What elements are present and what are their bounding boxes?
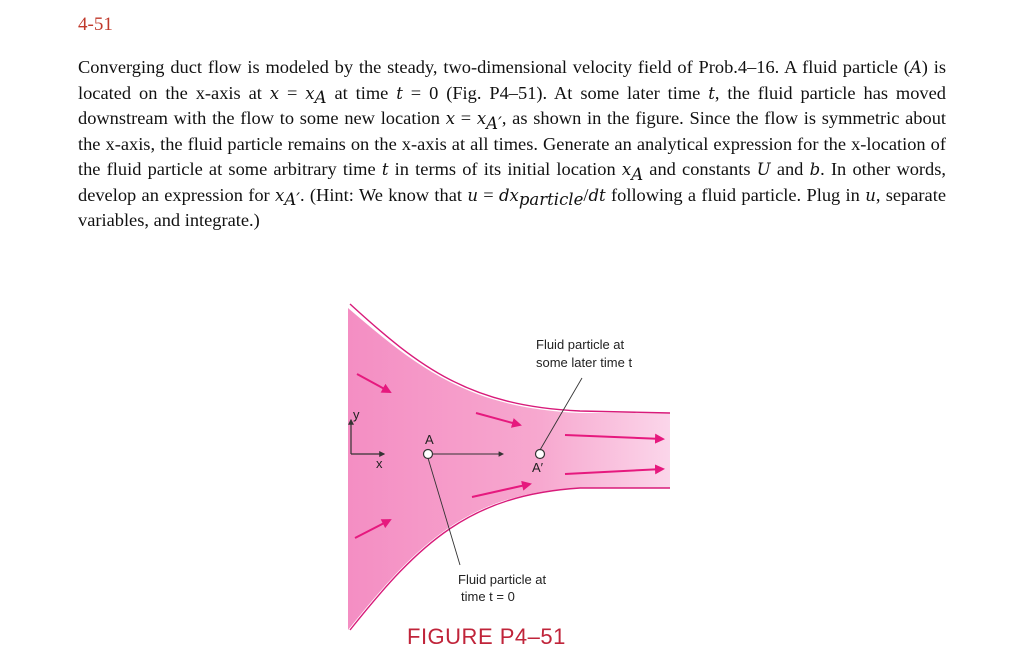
axis-y-label: y	[353, 407, 360, 422]
problem-statement: Converging duct flow is modeled by the steady, two-dimensional velocity field of Prob.4–16. A fluid particle (A) is located on the x-axis at $x = x_A$ at time t = 0 (Fig. P4–51). At some later time t, the fluid particle has moved downstream with the flow to some new location $x = x_{A'}$, as shown in the figure. Since the flow is symmetric about the x-axis, the fluid particle remains on the x-axis at all times. Generate an analytical expression for the x-location of the fluid particle at some arbitrary time t in terms of its initial location $x_A$ and constants U and b. In other words, develop an expression for $x_{A'}$. (Hint: We know that $u = dx_{particle}/dt$ following a fluid particle. Plug in u, separate variables, and integrate.)	[78, 57, 946, 230]
particle-a-prime	[536, 450, 545, 459]
axis-x-label: x	[376, 456, 383, 471]
figure-caption: FIGURE P4–51	[407, 624, 566, 649]
label-initial-line2: time t = 0	[461, 589, 515, 604]
particle-a	[424, 450, 433, 459]
label-later-line1: Fluid particle at	[536, 337, 625, 352]
label-initial-line1: Fluid particle at	[458, 572, 547, 587]
label-a-prime: A′	[532, 460, 544, 475]
label-a: A	[425, 432, 434, 447]
problem-number: 4-51	[78, 14, 113, 35]
label-later-line2: some later time t	[536, 355, 633, 370]
